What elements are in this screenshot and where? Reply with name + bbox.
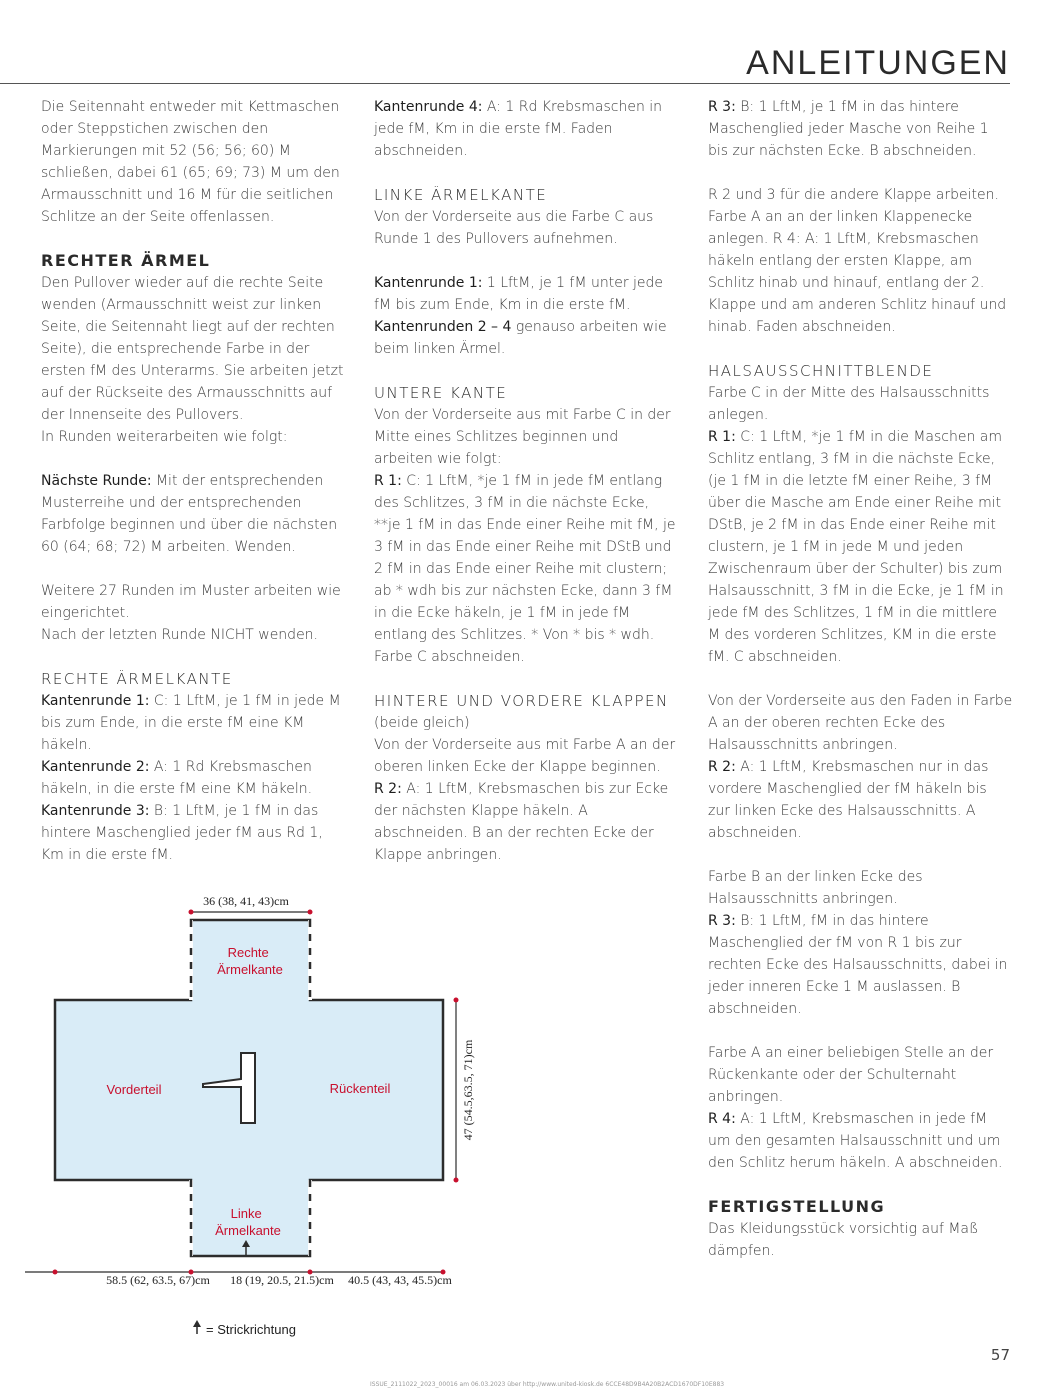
text: Mit der entsprechenden Musterreihe und der entsprechenden Farbfolge beginnen und über die nächsten 60 (64; 68; 72) M arbeiten. Wenden. <box>41 473 338 555</box>
heading-right-sleeve: RECHTER ÄRMEL <box>41 251 211 270</box>
paragraph: Von der Vorderseite aus die Farbe C aus Runde 1 des Pullovers aufnehmen. <box>374 209 654 247</box>
column-3 <box>708 96 1013 1284</box>
paragraph: (beide gleich) <box>374 715 470 731</box>
paragraph <box>374 96 679 162</box>
label: Kantenrunde 4: <box>374 99 483 115</box>
paragraph <box>41 690 346 756</box>
paragraph: In Runden weiterarbeiten wie folgt: <box>41 429 288 445</box>
label-right-sleeve-line2: Ärmelkante <box>217 962 283 977</box>
paragraph: Von der Vorderseite aus mit Farbe C in der Mitte eines Schlitzes beginnen und arbeiten wie folgt: <box>374 407 671 467</box>
legend-label: = Strickrichtung <box>206 1322 296 1337</box>
sweater-schematic <box>20 880 490 1350</box>
label: R 1: <box>708 429 736 445</box>
label: R 4: <box>708 1111 736 1127</box>
label-left-sleeve-line1: Linke <box>230 1206 262 1221</box>
text: A: 1 LftM, Krebsmaschen bis zur Ecke der nächsten Klappe häkeln. A abschneiden. B an der rechten Ecke der Klappe anbringen. <box>374 781 669 863</box>
text: genauso arbeiten wie beim linken Ärmel. <box>374 319 667 357</box>
text: A: 1 LftM, Krebsmaschen in jede fM um den gesamten Halsausschnitt und um den Schlitz herum häkeln. A abschneiden. <box>708 1111 1003 1171</box>
heading-finishing: FERTIGSTELLUNG <box>708 1197 886 1216</box>
heading-neckband: HALSAUSSCHNITTBLENDE <box>708 362 934 380</box>
paragraph: Von der Vorderseite aus mit Farbe A an der oberen linken Ecke der Klappe beginnen. <box>374 737 676 775</box>
label: R 3: <box>708 99 736 115</box>
text: C: 1 LftM, *je 1 fM in jede fM entlang des Schlitzes, 3 fM in die nächste Ecke, **je 1 fM in das Ende einer Reihe mit fM, je 3 fM in das Ende einer Reihe mit DStB und 2 fM in das Ende einer Reihe mit clustern; ab * wdh bis zur nächsten Ecke, dann 3 fM in die Ecke häkeln, je 1 fM in jede fM entlang des Schlitzes. * Von * bis * wdh. Farbe C abschneiden. <box>374 473 676 665</box>
heading-flaps: HINTERE UND VORDERE KLAPPEN <box>374 692 669 710</box>
text: A: 1 LftM, Krebsmaschen nur in das vordere Maschenglied der fM häkeln bis zur linken Ecke des Halsausschnitts. A abschneiden. <box>708 759 989 841</box>
label-left-sleeve-line2: Ärmelkante <box>215 1223 281 1238</box>
heading-left-edge: LINKE ÄRMELKANTE <box>374 186 548 204</box>
paragraph <box>708 910 1013 1020</box>
bottom-left-label: 58.5 (62, 63.5, 67)cm <box>106 1273 210 1287</box>
paragraph: Von der Vorderseite aus den Faden in Farbe A an der oberen rechten Ecke des Halsausschnitts anbringen. <box>708 693 1013 753</box>
bottom-mid-label: 18 (19, 20.5, 21.5)cm <box>230 1273 334 1287</box>
paragraph <box>708 426 1013 668</box>
paragraph <box>41 756 346 800</box>
paragraph: R 2 und 3 für die andere Klappe arbeiten. Farbe A an an der linken Klappenecke anlegen. R 4: A: 1 LftM, Krebsmaschen häkeln entlang der ersten Klappe, am Schlitz hinab und hinauf, entlang der 2. Klappe und am anderen Schlitz hinauf und hinab. Faden abschneiden. <box>708 187 1007 335</box>
text: B: 1 LftM, je 1 fM in das hintere Maschenglied jeder fM aus Rd 1, Km in die erste fM. <box>41 803 323 863</box>
height-label: 47 (54.5,63.5, 71)cm <box>461 1039 475 1141</box>
label-back: Rückenteil <box>329 1081 391 1096</box>
label: Nächste Runde: <box>41 473 152 489</box>
text: B: 1 LftM, fM in das hintere Maschenglied der fM von R 1 bis zur rechten Ecke des Halsausschnitts, dabei in jeder inneren Ecke 1 M auslassen. B abschneiden. <box>708 913 1008 1017</box>
heading-right-edge: RECHTE ÄRMELKANTE <box>41 670 233 688</box>
header-rule <box>0 83 1010 84</box>
label: R 2: <box>374 781 402 797</box>
paragraph <box>708 756 1013 844</box>
label-front: Vorderteil <box>106 1082 162 1097</box>
text: 1 LftM, je 1 fM unter jede fM bis zum Ende, Km in die erste fM. <box>374 275 664 313</box>
direction-arrow-icon <box>193 1320 201 1327</box>
paragraph <box>708 1108 1013 1174</box>
paragraph: Weitere 27 Runden im Muster arbeiten wie eingerichtet. <box>41 583 341 621</box>
text: B: 1 LftM, je 1 fM in das hintere Maschenglied jeder Masche von Reihe 1 bis zur nächsten Ecke. B abschneiden. <box>708 99 989 159</box>
label: R 2: <box>708 759 736 775</box>
label: Kantenrunde 1: <box>41 693 150 709</box>
label: Kantenrunde 3: <box>41 803 150 819</box>
label: R 3: <box>708 913 736 929</box>
paragraph <box>41 470 346 558</box>
text: A: 1 Rd Krebsmaschen in jede fM, Km in die erste fM. Faden abschneiden. <box>374 99 663 159</box>
text: C: 1 LftM, *je 1 fM in die Maschen am Schlitz entlang, 3 fM in die nächste Ecke, (je 1 fM in die letzte fM einer Reihe, 3 fM über die Masche am Ende einer Reihe mit DStB, je 2 fM in das Ende einer Reihe mit clustern, je 1 fM in jede M und jeden Zwischenraum über der Schulter) bis zum Halsausschnitt, 3 fM in die Ecke, je 1 fM in jede fM des Schlitzes, 1 fM in die mittlere M des vorderen Schlitzes, KM in die erste fM. C abschneiden. <box>708 429 1004 665</box>
bottom-right-label: 40.5 (43, 43, 45.5)cm <box>348 1273 452 1287</box>
paragraph <box>374 316 679 360</box>
paragraph: Farbe B an der linken Ecke des Halsausschnitts anbringen. <box>708 869 923 907</box>
label: Kantenrunde 2: <box>41 759 150 775</box>
page-number: 57 <box>990 1346 1010 1364</box>
text: A: 1 Rd Krebsmaschen häkeln, in die erste fM eine KM häkeln. <box>41 759 313 797</box>
paragraph <box>374 470 679 668</box>
footer-note: ISSUE_2111022_2023_00016 am 06.03.2023 über http://www.united-kiosk.de 6CCE48D9B4A20B2ACD1670DF10E883 <box>370 1381 725 1388</box>
paragraph <box>374 272 679 316</box>
top-width-label: 36 (38, 41, 43)cm <box>203 894 289 908</box>
label: Kantenrunde 1: <box>374 275 483 291</box>
paragraph: Farbe A an einer beliebigen Stelle an der Rückenkante oder der Schulternaht anbringen. <box>708 1045 994 1105</box>
paragraph: Das Kleidungsstück vorsichtig auf Maß dämpfen. <box>708 1221 979 1259</box>
label: Kantenrunden 2 – 4 <box>374 319 512 335</box>
header-title: ANLEITUNGEN <box>746 44 1010 82</box>
paragraph: Die Seitennaht entweder mit Kettmaschen oder Steppstichen zwischen den Markierungen mit 52 (56; 56; 60) M schließen, dabei 61 (65; 69; 73) M um den Armausschnitt und 16 M für die seitlichen Schlitze an der Seite offenlassen. <box>41 99 340 225</box>
label-right-sleeve-line1: Rechte <box>227 945 269 960</box>
paragraph <box>41 800 346 866</box>
text: C: 1 LftM, je 1 fM in jede M bis zum Ende, in die erste fM eine KM häkeln. <box>41 693 341 753</box>
paragraph: Farbe C in der Mitte des Halsausschnitts anlegen. <box>708 385 990 423</box>
column-2 <box>374 96 679 888</box>
column-1 <box>41 96 346 888</box>
heading-bottom-edge: UNTERE KANTE <box>374 384 508 402</box>
label: R 1: <box>374 473 402 489</box>
paragraph <box>374 778 679 866</box>
paragraph: Nach der letzten Runde NICHT wenden. <box>41 627 319 643</box>
paragraph <box>708 96 1013 162</box>
paragraph: Den Pullover wieder auf die rechte Seite wenden (Armausschnitt weist zur linken Seite, die Seitennaht liegt auf der rechten Seite), die entsprechende Farbe in der ersten fM des Unterarms. Sie arbeiten jetzt auf der Rückseite des Armausschnitts auf der Innenseite des Pullovers. <box>41 275 344 423</box>
